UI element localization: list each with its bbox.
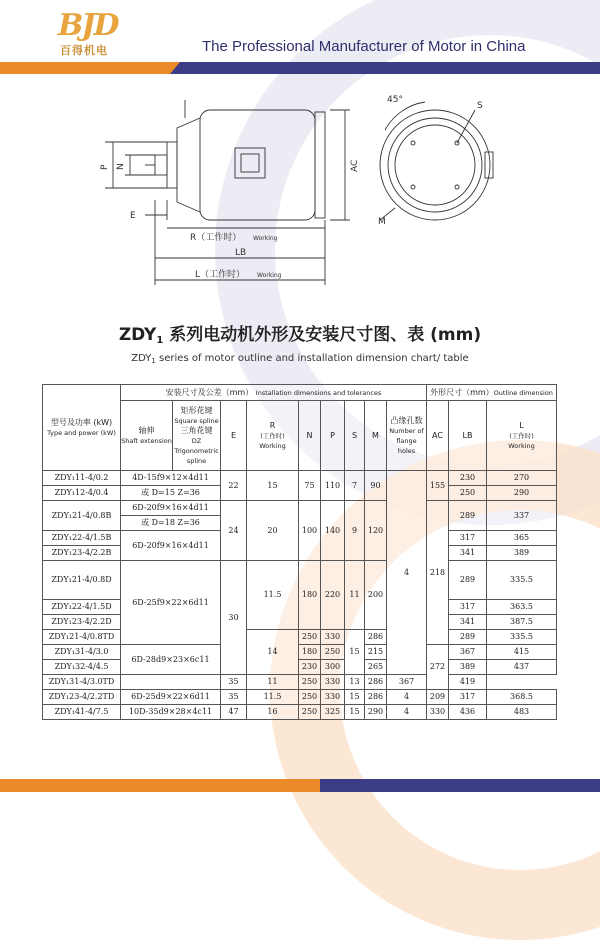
subtitle-rest: series of motor outline and installation dimension chart/ table xyxy=(155,353,469,364)
table-row: ZDY₁23-4/2.2B 341 389 xyxy=(43,546,557,561)
table-row: ZDY₁21-4/0.8B 6D-20f9×16×4d11 24 20 100 140 9 120 218 289 337 xyxy=(43,501,557,516)
header-n: N xyxy=(299,401,321,471)
table-row: ZDY₁23-4/2.2TD 6D-25d9×22×6d11 35 11.5 250 330 15 286 4 209 317 368.5 xyxy=(43,690,557,705)
dim-n: N xyxy=(116,163,126,170)
title-rest: 系列电动机外形及安装尺寸图、表 (mm) xyxy=(169,325,482,345)
dim-r: R（工作时） xyxy=(190,233,242,243)
motor-outline-drawing xyxy=(95,90,505,300)
header-outline: 外形尺寸（mm）Outline dimension xyxy=(427,385,557,401)
title-subscript: 1 xyxy=(156,335,164,346)
header-lb: LB xyxy=(449,401,487,471)
table-row: ZDY₁21-4/0.8TD 14 250 330 15 286 289 335.5 xyxy=(43,630,557,645)
page-subtitle xyxy=(0,353,600,365)
footer-stripe-blue xyxy=(320,779,600,792)
header-shaft: 轴伸 Shaft extension xyxy=(121,401,173,471)
table-row: ZDY₁21-4/0.8D 6D-25f9×22×6d11 30 11.5 180 220 11 200 289 335.5 xyxy=(43,561,557,600)
page-header xyxy=(0,0,600,78)
table-row: ZDY₁41-4/7.5 10D-35d9×28×4c11 47 16 250 325 15 290 4 330 436 483 xyxy=(43,705,557,720)
dim-s: S xyxy=(477,101,483,111)
brand-logo xyxy=(58,8,128,56)
table-row: ZDY₁11-4/0.2 4D-15f9×12×4d11 22 15 75 110 7 90 4 155 230 270 xyxy=(43,471,557,486)
dim-ac: AC xyxy=(350,159,360,172)
table-row: ZDY₁22-4/1.5D 317 363.5 xyxy=(43,600,557,615)
page-title xyxy=(0,320,600,346)
subtitle-prefix: ZDY xyxy=(131,353,152,364)
table-row: ZDY₁32-4/4.5 230 300 265 389 437 xyxy=(43,660,557,675)
dim-e: E xyxy=(130,211,136,221)
logo-chinese: 百得机电 xyxy=(60,44,108,57)
header-holes: 凸缘孔数 Number of flange holes xyxy=(387,401,427,471)
dim-p: P xyxy=(100,164,110,170)
dim-m: M xyxy=(378,217,386,227)
table-row: ZDY₁31-4/3.0TD 35 11 250 330 13 286 367 419 xyxy=(43,675,557,690)
dim-lb: LB xyxy=(235,248,247,258)
dim-l-en: Working xyxy=(257,272,282,279)
subtitle-subscript: 1 xyxy=(151,357,156,365)
table-row: 或 D=18 Z=36 xyxy=(43,516,557,531)
title-prefix: ZDY xyxy=(118,325,157,345)
table-row: ZDY₁23-4/2.2D 341 387.5 xyxy=(43,615,557,630)
dim-angle: 45° xyxy=(387,95,403,105)
header-r: R (工作时) Working xyxy=(247,401,299,471)
header-spline: 矩形花键 Square spline 三角花键 DZ Trigonometric spline xyxy=(173,401,221,471)
dim-r-en: Working xyxy=(253,235,278,242)
logo-mark: BJD xyxy=(58,8,118,43)
dimension-table xyxy=(42,384,557,720)
table-row: ZDY₁22-4/1.5B 6D-20f9×16×4d11 317 365 xyxy=(43,531,557,546)
header-s: S xyxy=(345,401,365,471)
table-row: ZDY₁31-4/3.0 6D-28d9×23×6c11 180 250 215 272 367 415 xyxy=(43,645,557,660)
header-install: 安装尺寸及公差（mm） Installation dimensions and tolerances xyxy=(121,385,427,401)
header-ac: AC xyxy=(427,401,449,471)
tagline: The Professional Manufacturer of Motor in China xyxy=(202,38,526,55)
table-row: ZDY₁12-4/0.4 或 D=15 Z=36 250 290 xyxy=(43,486,557,501)
dim-l: L（工作时） xyxy=(195,270,246,280)
header-e: E xyxy=(221,401,247,471)
header-m: M xyxy=(365,401,387,471)
header-l: L (工作时) Working xyxy=(487,401,557,471)
header-stripe-orange xyxy=(0,62,170,74)
motor-drawing-svg xyxy=(95,90,505,300)
header-model: 型号及功率 (kW) Type and power (kW) xyxy=(43,385,121,471)
header-p: P xyxy=(321,401,345,471)
